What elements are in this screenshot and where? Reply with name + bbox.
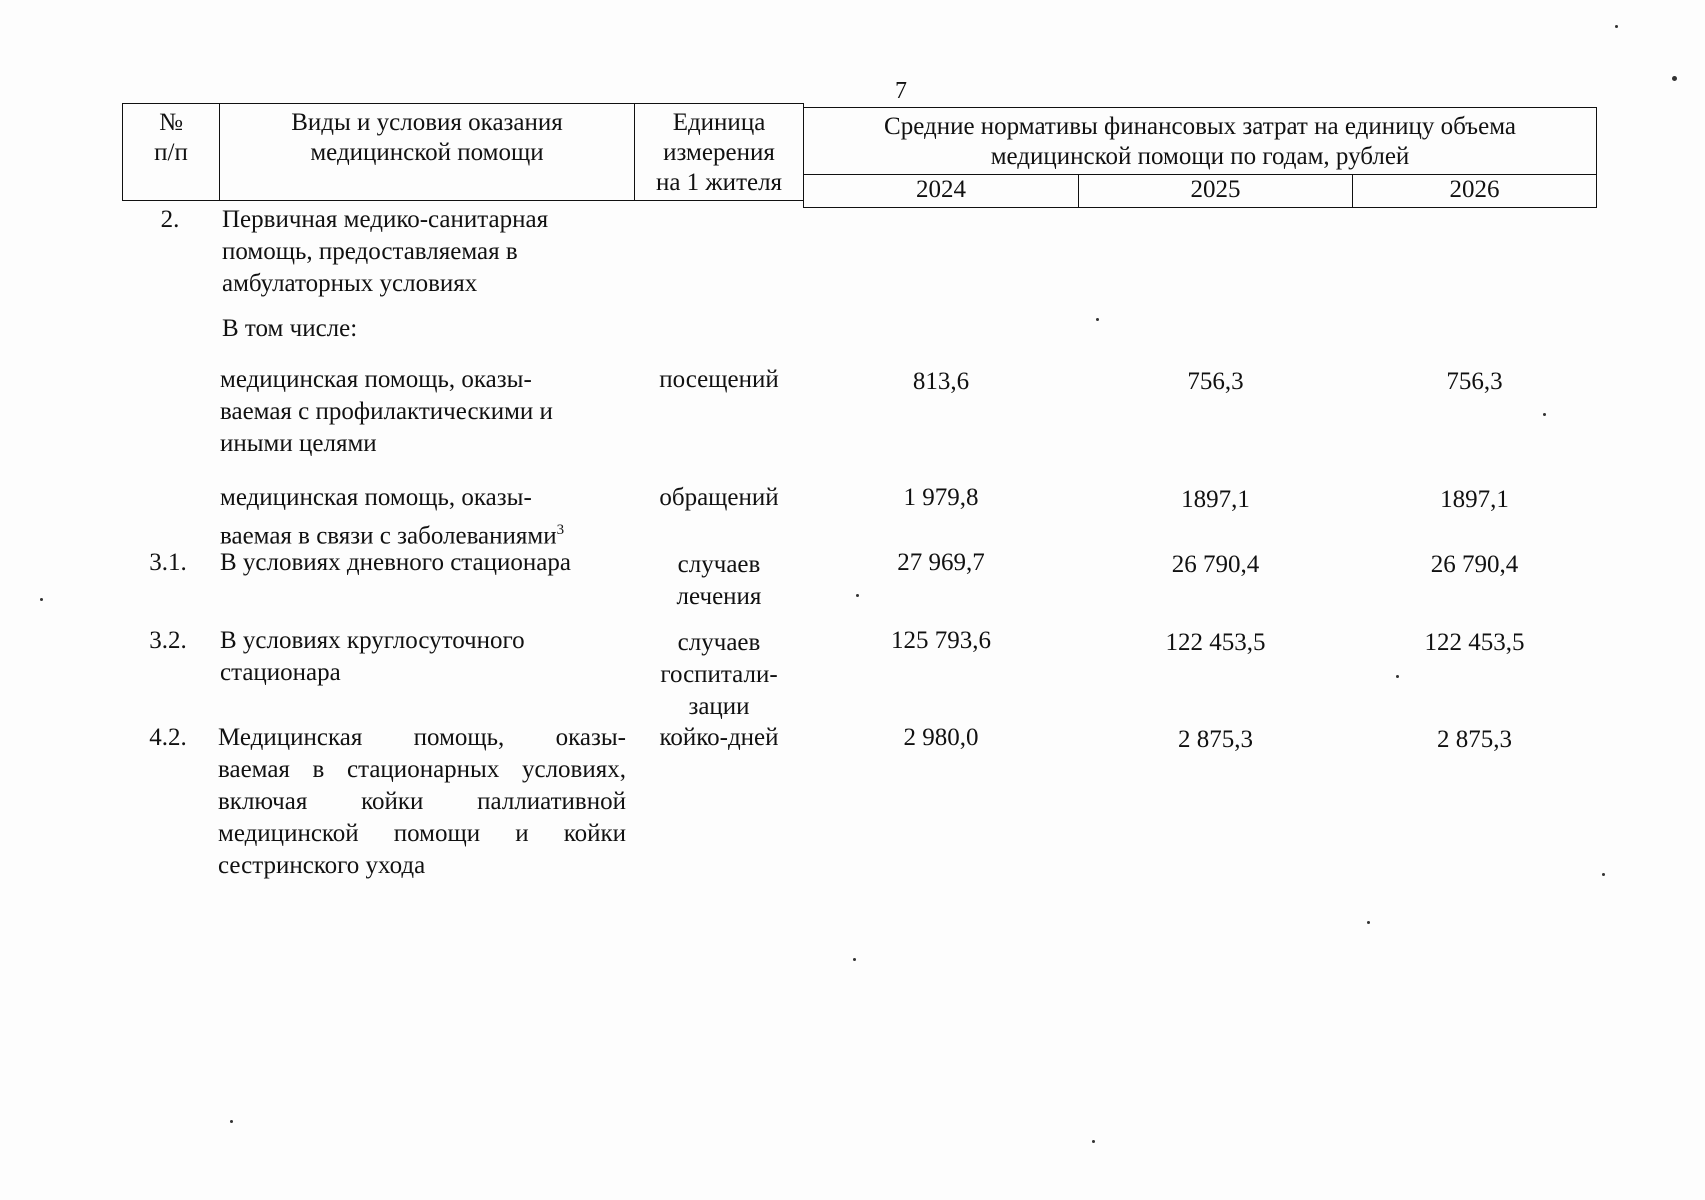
page-number: 7 xyxy=(895,78,907,104)
header-unit-line1: Единица xyxy=(672,109,766,136)
row-3-1-value-2025: 26 790,4 xyxy=(1171,551,1260,578)
row-prof-value-2026: 756,3 xyxy=(1446,368,1503,395)
scan-speck xyxy=(1672,76,1677,81)
row-2-line2: помощь, предоставляемая в xyxy=(222,238,518,265)
row-2-line1: Первичная медико-санитарная xyxy=(222,206,549,233)
row-4-2-value-2025: 2 875,3 xyxy=(1178,726,1253,753)
row-dis-unit: обращений xyxy=(659,484,779,511)
scan-speck xyxy=(1096,318,1099,321)
header-norms-line2: медицинской помощи по годам, рублей xyxy=(990,143,1410,170)
header-unit-line3: на 1 жителя xyxy=(655,169,783,196)
header-type-cell xyxy=(219,103,635,201)
row-4-2-line1: Медицинская помощь, оказы- xyxy=(218,724,626,751)
row-3-1-title: В условиях дневного стационара xyxy=(220,549,571,576)
header-num-cell xyxy=(122,103,220,201)
row-4-2-unit: койко-дней xyxy=(659,724,779,751)
scan-speck xyxy=(853,958,856,961)
row-3-2-unit-line3: зации xyxy=(688,693,750,720)
row-3-1-unit-line2: лечения xyxy=(676,583,762,610)
row-3-1-unit-line1: случаев xyxy=(677,551,761,578)
header-type-line1: Виды и условия оказания xyxy=(291,109,563,136)
row-3-2-value-2025: 122 453,5 xyxy=(1165,629,1266,656)
row-4-2-num: 4.2. xyxy=(149,724,187,751)
header-unit-cell xyxy=(634,103,804,201)
row-3-1-num: 3.1. xyxy=(149,549,187,576)
row-3-2-line2: стационара xyxy=(220,659,341,686)
row-3-2-title xyxy=(220,625,525,689)
row-4-2-line3: включая койки паллиативной xyxy=(218,788,626,815)
scan-speck xyxy=(1602,873,1605,876)
row-prof-title xyxy=(220,364,553,460)
scan-speck xyxy=(1396,675,1399,678)
row-4-2-value-2026: 2 875,3 xyxy=(1437,726,1512,753)
including-label: В том числе: xyxy=(222,315,358,342)
header-year-2024: 2024 xyxy=(803,174,1079,208)
row-prof-line2: ваемая с профилактическими и xyxy=(220,398,553,425)
scan-speck xyxy=(856,594,859,597)
header-unit-line2: измерения xyxy=(663,139,775,166)
row-dis-value-2024: 1 979,8 xyxy=(903,484,979,511)
scan-speck xyxy=(1367,921,1370,924)
row-3-2-unit xyxy=(634,627,804,723)
header-num-line2: п/п xyxy=(154,139,188,166)
scan-speck xyxy=(230,1120,233,1123)
scan-speck xyxy=(1543,413,1546,416)
row-4-2-value-2024: 2 980,0 xyxy=(903,724,979,751)
row-prof-value-2025: 756,3 xyxy=(1187,368,1244,395)
row-4-2-line5: сестринского ухода xyxy=(218,852,426,879)
row-dis-line1: медицинская помощь, оказы- xyxy=(220,484,532,511)
row-prof-line1: медицинская помощь, оказы- xyxy=(220,366,532,393)
row-prof-value-2024: 813,6 xyxy=(912,368,970,395)
header-type-line2: медицинской помощи xyxy=(310,139,544,166)
row-3-1-value-2026: 26 790,4 xyxy=(1430,551,1519,578)
row-3-2-unit-line1: случаев xyxy=(677,629,761,656)
row-2-num: 2. xyxy=(160,206,180,233)
header-norms-line1: Средние нормативы финансовых затрат на единицу объема xyxy=(884,113,1516,140)
row-3-2-value-2026: 122 453,5 xyxy=(1424,629,1525,656)
row-dis-title xyxy=(220,482,564,552)
row-4-2-line4: медицинской помощи и койки xyxy=(218,820,626,847)
header-year-2025: 2025 xyxy=(1078,174,1353,208)
scan-speck xyxy=(1615,25,1618,28)
row-3-2-num: 3.2. xyxy=(149,627,187,654)
row-4-2-title xyxy=(218,722,626,882)
row-dis-value-2025: 1897,1 xyxy=(1181,486,1250,513)
row-prof-unit: посещений xyxy=(659,366,779,393)
scan-speck xyxy=(40,598,43,601)
row-prof-line3: иными целями xyxy=(220,430,377,457)
row-4-2-line2: ваемая в стационарных условиях, xyxy=(218,756,626,783)
row-3-2-value-2024: 125 793,6 xyxy=(891,627,991,654)
header-norms-cell xyxy=(803,107,1597,175)
row-3-1-value-2024: 27 969,7 xyxy=(897,549,985,576)
header-num-line1: № xyxy=(159,109,183,136)
header-year-2026: 2026 xyxy=(1352,174,1597,208)
scan-speck xyxy=(1092,1140,1095,1143)
row-3-2-line1: В условиях круглосуточного xyxy=(220,627,525,654)
footnote-marker: 3 xyxy=(556,522,565,538)
row-3-2-unit-line2: госпитали- xyxy=(660,661,778,688)
row-2-title xyxy=(222,204,548,300)
row-3-1-unit xyxy=(634,549,804,613)
row-2-line3: амбулаторных условиях xyxy=(222,270,478,297)
row-dis-line2: ваемая в связи с заболеваниями xyxy=(220,522,557,550)
row-dis-value-2026: 1897,1 xyxy=(1440,486,1509,513)
